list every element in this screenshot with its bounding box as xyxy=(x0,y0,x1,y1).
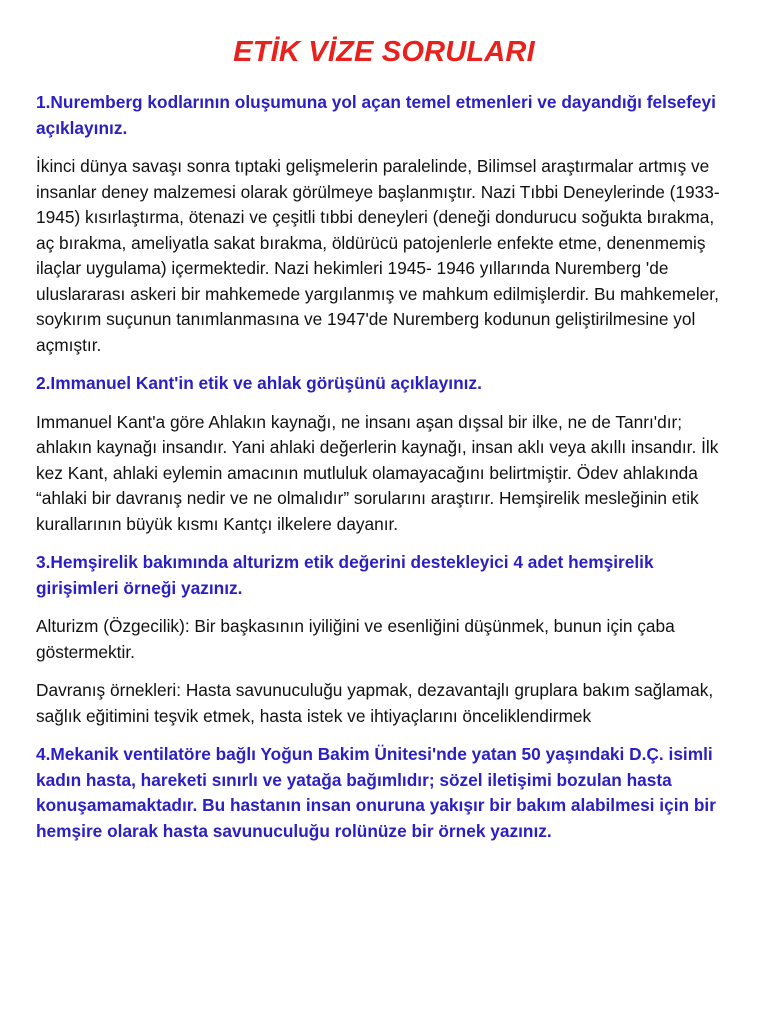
question-4: 4.Mekanik ventilatöre bağlı Yoğun Bakim Ünitesi'nde yatan 50 yaşındaki D.Ç. isimli kadın hasta, hareketi sınırlı ve yatağa bağımlıdır; sözel iletişimi bozulan hasta konuşamamaktadır. Bu hastanın insan onuruna yakışır bir bakım alabilmesi için bir hemşire olarak hasta savunuculuğu rolünüze bir örnek yazınız. xyxy=(36,744,716,841)
section-3 xyxy=(36,550,732,729)
answer-3-paragraph-1: Alturizm (Özgecilik): Bir başkasının iyiliğini ve esenliğini düşünmek, bunun için çaba göstermektir. xyxy=(36,616,675,662)
section-4 xyxy=(36,742,732,844)
question-2: 2.Immanuel Kant'in etik ve ahlak görüşünü açıklayınız. xyxy=(36,373,482,393)
section-1 xyxy=(36,90,732,358)
answer-2-paragraph-1: Immanuel Kant'a göre Ahlakın kaynağı, ne insanı aşan dışsal bir ilke, ne de Tanrı'dır; ahlakın kaynağı insandır. Yani ahlaki değerlerin kaynağı, insan aklı veya akıllı insandır. İlk kez Kant, ahlaki eylemin amacının mutluluk olamayacağını belirtmiştir. Ödev ahlakında “ahlaki bir davranış nedir ve ne olmalıdır” sorularını araştırır. Hemşirelik mesleğinin etik kurallarının büyük kısmı Kantçı ilkelere dayanır. xyxy=(36,411,719,534)
question-1: 1.Nuremberg kodlarının oluşumuna yol açan temel etmenleri ve dayandığı felsefeyi açıklayınız. xyxy=(36,92,716,138)
question-3: 3.Hemşirelik bakımında alturizm etik değerini destekleyici 4 adet hemşirelik girişimleri örneği yazınız. xyxy=(36,552,654,598)
section-2 xyxy=(36,371,732,537)
page-title: ETİK VİZE SORULARI xyxy=(233,36,535,68)
answer-1-paragraph-1: İkinci dünya savaşı sonra tıptaki gelişmelerin paralelinde, Bilimsel araştırmalar artmış ve insanlar deney malzemesi olarak görülmeye başlanmıştır. Nazi Tıbbi Deneylerinde (1933-1945) kısırlaştırma, ötenazi ve çeşitli tıbbi deneyleri (deneği dondurucu soğukta bırakma, aç bırakma, ameliyatla sakat bırakma, öldürücü patojenlerle enfekte etme, denenmemiş ilaçlar uygulama) içermektedir. Nazi hekimleri 1945- 1946 yıllarında Nuremberg 'de uluslararası askeri bir mahkemede yargılanmış ve mahkum edilmişlerdir. Bu mahkemeler, soykırım suçunun tanımlanmasına ve 1947'de Nuremberg kodunun geliştirilmesine yol açmıştır. xyxy=(36,156,720,355)
answer-3-paragraph-2: Davranış örnekleri: Hasta savunuculuğu yapmak, dezavantajlı gruplara bakım sağlamak, sağlık eğitimini teşvik etmek, hasta istek ve ihtiyaçlarını önceliklendirmek xyxy=(36,680,714,726)
